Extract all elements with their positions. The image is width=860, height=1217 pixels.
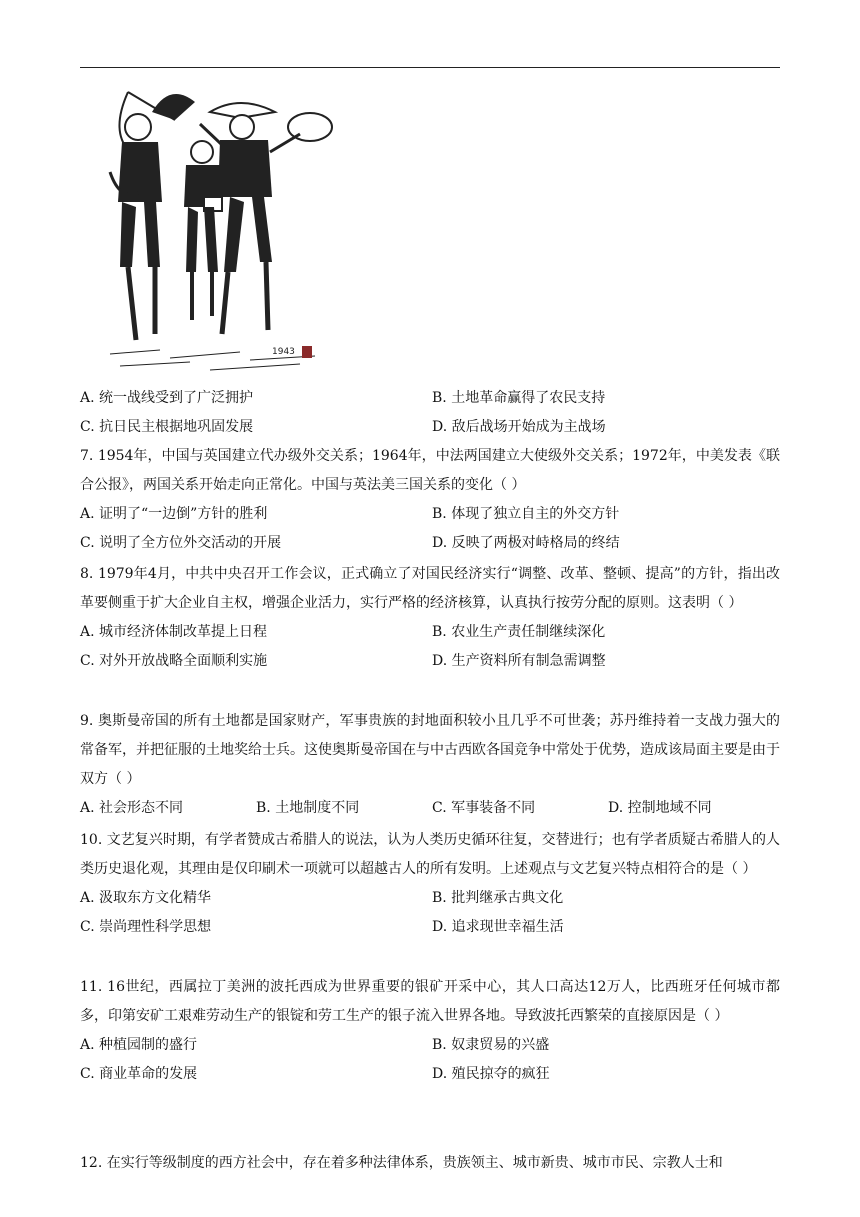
question-9 [80, 707, 780, 823]
q6-option-a[interactable]: A. 统一战线受到了广泛拥护 [80, 390, 254, 406]
q10-option-d[interactable]: D. 追求现世幸福生活 [432, 919, 564, 935]
q6-option-d[interactable]: D. 敌后战场开始成为主战场 [432, 419, 606, 435]
question-11 [80, 973, 780, 1089]
q12-stem: 12. 在实行等级制度的西方社会中，存在着多种法律体系，贵族领主、城市新贵、城市市民、宗教人士和 [80, 1155, 723, 1171]
q8-option-a[interactable]: A. 城市经济体制改革提上日程 [80, 624, 268, 640]
q6-option-c[interactable]: C. 抗日民主根据地巩固发展 [80, 419, 254, 435]
q10-option-c[interactable]: C. 崇尚理性科学思想 [80, 919, 212, 935]
q11-stem: 11. 16世纪，西属拉丁美洲的波托西成为世界重要的银矿开采中心，其人口高达12万人，比西班牙任何城市都多，印第安矿工艰难劳动生产的银锭和劳工生产的银子流入世界各地。导致波托西繁荣的直接原因是（ ） [80, 979, 780, 1024]
q9-option-b[interactable]: B. 土地制度不同 [256, 800, 360, 816]
q8-option-d[interactable]: D. 生产资料所有制急需调整 [432, 653, 606, 669]
question-6-options [80, 384, 780, 442]
q11-option-a[interactable]: A. 种植园制的盛行 [80, 1037, 198, 1053]
q7-option-b[interactable]: B. 体现了独立自主的外交方针 [432, 506, 620, 522]
question-10 [80, 826, 780, 942]
header-rule [80, 67, 780, 68]
q11-option-c[interactable]: C. 商业革命的发展 [80, 1066, 198, 1082]
q8-stem: 8. 1979年4月，中共中央召开工作会议，正式确立了对国民经济实行“调整、改革、整顿、提高”的方针，指出改革要侧重于扩大企业自主权，增强企业活力，实行严格的经济核算，认真执行按劳分配的原则。这表明（ ） [80, 566, 780, 611]
q10-stem: 10. 文艺复兴时期，有学者赞成古希腊人的说法，认为人类历史循环往复，交替进行；也有学者质疑古希腊人的人类历史退化观，其理由是仅印刷术一项就可以超越古人的所有发明。上述观点与文艺复兴特点相符合的是（ ） [80, 832, 780, 877]
woodcut-stilt-walkers-image [100, 72, 340, 382]
question-8 [80, 560, 780, 676]
q7-stem: 7. 1954年，中国与英国建立代办级外交关系；1964年，中法两国建立大使级外交关系；1972年，中美发表《联合公报》，两国关系开始走向正常化。中国与英法美三国关系的变化（ ） [80, 448, 780, 493]
q10-option-a[interactable]: A. 汲取东方文化精华 [80, 890, 212, 906]
q7-option-c[interactable]: C. 说明了全方位外交活动的开展 [80, 535, 282, 551]
q6-option-b[interactable]: B. 土地革命赢得了农民支持 [432, 390, 606, 406]
q8-option-c[interactable]: C. 对外开放战略全面顺利实施 [80, 653, 268, 669]
q11-option-b[interactable]: B. 奴隶贸易的兴盛 [432, 1037, 550, 1053]
question-12 [80, 1149, 780, 1178]
q7-option-d[interactable]: D. 反映了两极对峙格局的终结 [432, 535, 620, 551]
fig-stamp-year: 1943 [272, 347, 295, 357]
q11-option-d[interactable]: D. 殖民掠夺的疯狂 [432, 1066, 550, 1082]
q9-stem: 9. 奥斯曼帝国的所有土地都是国家财产，军事贵族的封地面积较小且几乎不可世袭；苏丹维持着一支战力强大的常备军，并把征服的土地奖给士兵。这使奥斯曼帝国在与中古西欧各国竞争中常处于优势，造成该局面主要是由于双方（ ） [80, 713, 780, 787]
q9-option-a[interactable]: A. 社会形态不同 [80, 800, 184, 816]
q10-option-b[interactable]: B. 批判继承古典文化 [432, 890, 564, 906]
q8-option-b[interactable]: B. 农业生产责任制继续深化 [432, 624, 606, 640]
question-7 [80, 442, 780, 558]
q9-option-c[interactable]: C. 军事装备不同 [432, 800, 536, 816]
q7-option-a[interactable]: A. 证明了“一边倒”方针的胜利 [80, 506, 268, 522]
q9-option-d[interactable]: D. 控制地域不同 [608, 800, 712, 816]
